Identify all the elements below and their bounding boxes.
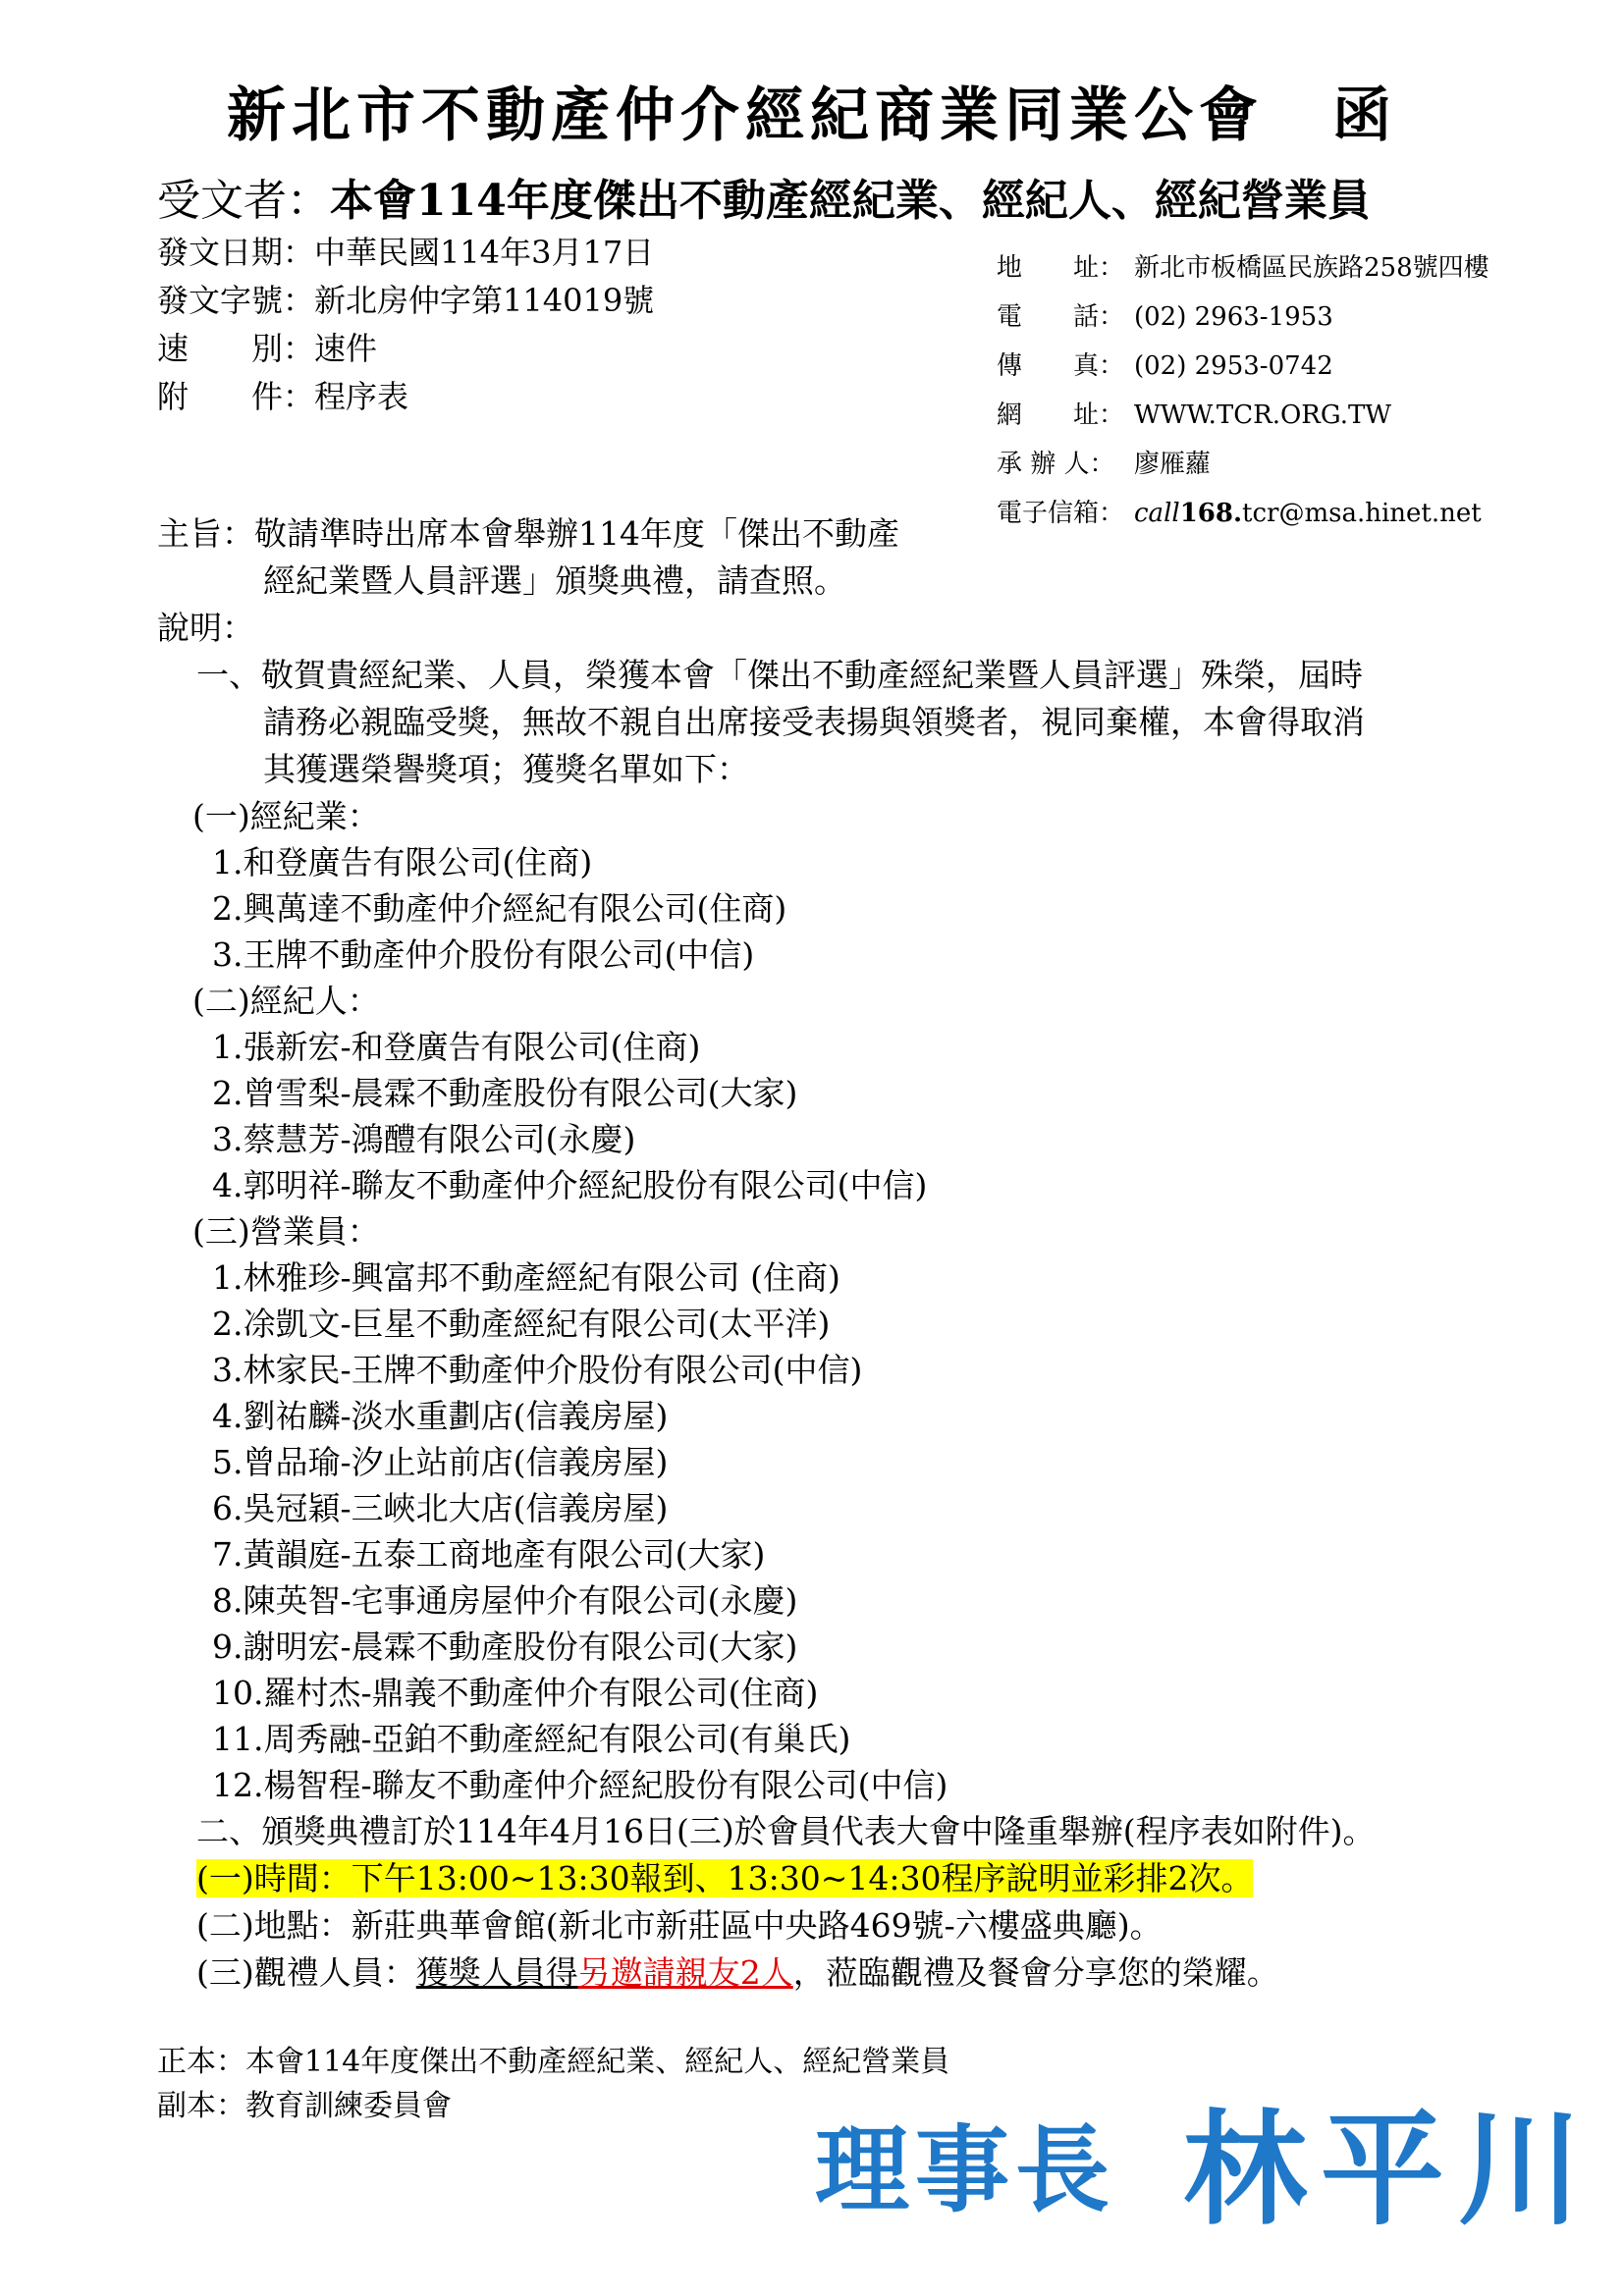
list-item: 11.周秀融-亞鉑不動產經紀有限公司(有巢氏) xyxy=(212,1720,851,1758)
meta-attachment xyxy=(157,372,408,417)
explanation-p1-line2: 請務必親臨受獎，無故不親自出席接受表揚與領獎者，視同棄權，本會得取消 xyxy=(263,703,1365,741)
contact-website xyxy=(997,395,1391,431)
signature-title: 理事長 xyxy=(815,2115,1115,2225)
meta-speed xyxy=(157,324,377,369)
guests-red-underlined: 另邀請親友2人 xyxy=(577,1953,793,1992)
section-heading-agents: (三)營業員： xyxy=(192,1212,380,1251)
list-item: 3.王牌不動產仲介股份有限公司(中信) xyxy=(212,935,755,974)
ceremony-guests xyxy=(196,1948,1279,1994)
list-item: 1.林雅珍-興富邦不動產經紀有限公司 (住商) xyxy=(212,1258,840,1297)
section-heading-firms: (一)經紀業： xyxy=(192,797,380,835)
signature-name: 林平川 xyxy=(1183,2098,1596,2242)
ceremony-venue: (二)地點：新莊典華會館(新北市新莊區中央路469號-六樓盛典廳)。 xyxy=(196,1906,1163,1945)
list-item: 3.林家民-王牌不動產仲介股份有限公司(中信) xyxy=(212,1351,863,1389)
explanation-p1-line3: 其獲選榮譽獎項；獲獎名單如下： xyxy=(263,750,749,788)
contact-fax xyxy=(997,346,1333,382)
explanation-label: 說明： xyxy=(157,609,254,647)
meta-speed-value: 速件 xyxy=(314,330,378,367)
meta-date-value: 中華民國114年3月17日 xyxy=(314,234,655,271)
meta-attachment-label: 附 件： xyxy=(157,378,315,415)
guests-underlined: 獲獎人員得 xyxy=(415,1953,578,1992)
contact-address xyxy=(997,247,1489,284)
contact-email-bold[interactable]: 168. xyxy=(1179,499,1243,528)
section-heading-brokers: (二)經紀人： xyxy=(192,982,380,1020)
contact-phone-label: 電 話： xyxy=(997,302,1125,332)
ceremony-time xyxy=(196,1853,1253,1899)
contact-address-value: 新北市板橋區民族路258號四樓 xyxy=(1134,253,1489,283)
footer-original: 正本：本會114年度傑出不動產經紀業、經紀人、經紀營業員 xyxy=(157,2045,950,2079)
contact-email-rest[interactable]: tcr@msa.hinet.net xyxy=(1242,499,1482,528)
org-name: 新北市不動產仲介經紀商業同業公會 xyxy=(227,81,1264,150)
subject-label: 主旨： xyxy=(157,514,254,553)
list-item: 8.陳英智-宅事通房屋仲介有限公司(永慶) xyxy=(212,1581,798,1620)
guests-prefix: (三)觀禮人員： xyxy=(196,1953,416,1992)
recipient-value: 本會114年度傑出不動產經紀業、經紀人、經紀營業員 xyxy=(330,176,1371,226)
document-title xyxy=(0,69,1624,153)
subject-line-2: 經紀業暨人員評選」頒獎典禮，請查照。 xyxy=(263,561,846,600)
meta-date-label: 發文日期： xyxy=(157,234,315,271)
contact-address-label: 地 址： xyxy=(997,253,1125,283)
list-item: 7.黃韻庭-五泰工商地產有限公司(大家) xyxy=(212,1535,766,1574)
subject-line-1 xyxy=(157,508,899,555)
meta-docno-value: 新北房仲字第114019號 xyxy=(314,282,655,319)
list-item: 9.謝明宏-晨霖不動產股份有限公司(大家) xyxy=(212,1628,798,1666)
list-item: 1.和登廣告有限公司(住商) xyxy=(212,843,593,881)
list-item: 2.曾雪梨-晨霖不動產股份有限公司(大家) xyxy=(212,1074,798,1112)
recipient xyxy=(157,165,1371,228)
meta-speed-label: 速 別： xyxy=(157,330,315,367)
contact-email-label: 電子信箱： xyxy=(997,499,1125,528)
contact-handler-label: 承 辦 人： xyxy=(997,450,1115,479)
list-item: 10.羅村杰-鼎義不動產仲介有限公司(住商) xyxy=(212,1674,819,1712)
contact-website-value[interactable]: WWW.TCR.ORG.TW xyxy=(1134,400,1392,430)
contact-email-italic[interactable]: call xyxy=(1134,499,1180,528)
list-item: 2.興萬達不動產仲介經紀有限公司(住商) xyxy=(212,889,787,928)
meta-attachment-value: 程序表 xyxy=(314,378,409,415)
contact-phone-value: (02) 2963-1953 xyxy=(1134,302,1333,332)
list-item: 4.劉祐麟-淡水重劃店(信義房屋) xyxy=(212,1397,669,1435)
contact-email xyxy=(997,493,1482,529)
contact-phone xyxy=(997,296,1333,333)
meta-date xyxy=(157,228,654,273)
subject-text-1: 敬請準時出席本會舉辦114年度「傑出不動產 xyxy=(254,514,899,553)
recipient-label: 受文者： xyxy=(157,176,330,226)
contact-fax-label: 傳 真： xyxy=(997,351,1125,381)
list-item: 12.楊智程-聯友不動產仲介經紀股份有限公司(中信) xyxy=(212,1766,948,1804)
list-item: 1.張新宏-和登廣告有限公司(住商) xyxy=(212,1028,701,1066)
guests-suffix: ，蒞臨觀禮及餐會分享您的榮耀。 xyxy=(792,1953,1279,1992)
list-item: 2.凃凱文-巨星不動產經紀有限公司(太平洋) xyxy=(212,1305,831,1343)
doc-type: 函 xyxy=(1332,81,1397,150)
contact-website-label: 網 址： xyxy=(997,400,1125,430)
list-item: 5.曾品瑜-汐止站前店(信義房屋) xyxy=(212,1443,669,1481)
list-item: 6.吳冠穎-三峽北大店(信義房屋) xyxy=(212,1489,669,1527)
list-item: 3.蔡慧芳-鴻醴有限公司(永慶) xyxy=(212,1120,636,1158)
contact-fax-value: (02) 2953-0742 xyxy=(1134,351,1333,381)
meta-docno xyxy=(157,276,654,321)
footer-copy: 副本：教育訓練委員會 xyxy=(157,2089,452,2123)
ceremony-line: 二、頒獎典禮訂於114年4月16日(三)於會員代表大會中隆重舉辦(程序表如附件)。 xyxy=(196,1812,1376,1850)
meta-docno-label: 發文字號： xyxy=(157,282,315,319)
explanation-p1-line1: 一、敬賀貴經紀業、人員，榮獲本會「傑出不動產經紀業暨人員評選」殊榮，屆時 xyxy=(196,656,1363,694)
ceremony-time-highlight: (一)時間：下午13:00~13:30報到、13:30~14:30程序說明並彩排2次。 xyxy=(196,1859,1254,1897)
list-item: 4.郭明祥-聯友不動產仲介經紀股份有限公司(中信) xyxy=(212,1166,928,1204)
contact-handler xyxy=(997,444,1211,480)
contact-handler-value: 廖雁蘿 xyxy=(1134,450,1212,479)
